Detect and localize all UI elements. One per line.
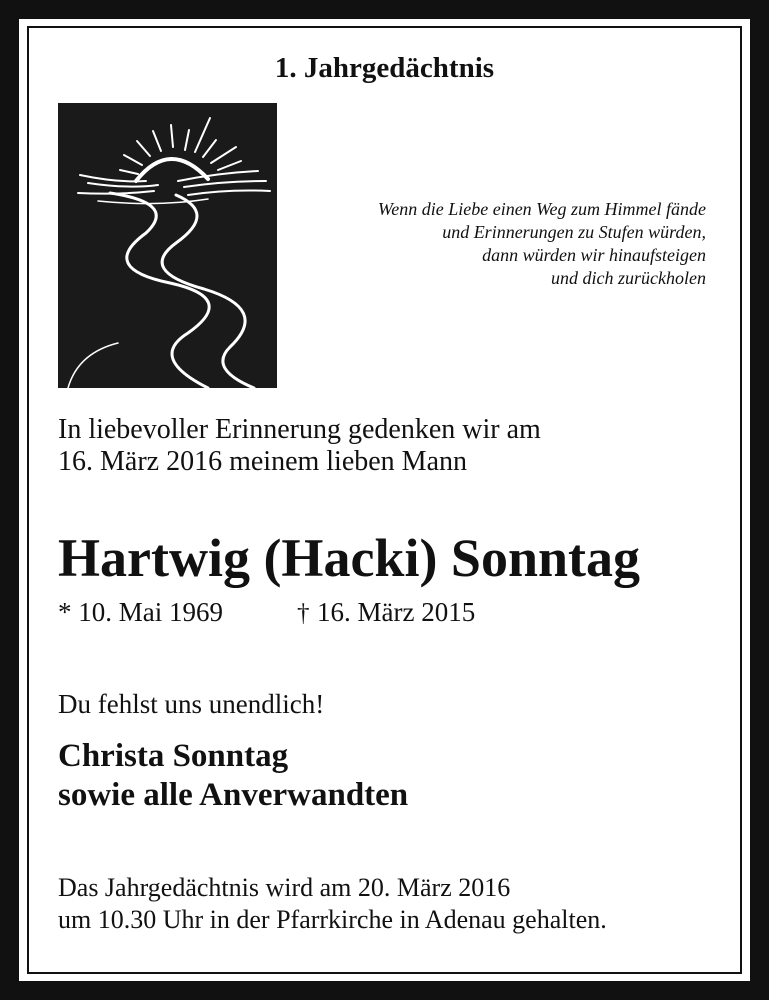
intro-line: In liebevoller Erinnerung gedenken wir am xyxy=(58,414,541,445)
notice-line: Das Jahrgedächtnis wird am 20. März 2016 xyxy=(58,873,511,902)
notice-line: um 10.30 Uhr in der Pfarrkirche in Adenau gehalten. xyxy=(58,905,607,934)
poem-line: dann würden wir hinaufsteigen xyxy=(482,245,706,265)
service-notice xyxy=(58,872,607,936)
signers xyxy=(58,737,408,815)
death-date: 16. März 2015 xyxy=(317,597,476,627)
page-title: 1. Jahrgedächtnis xyxy=(274,52,495,84)
signer-line: sowie alle Anverwandten xyxy=(58,777,409,813)
birth-date: * 10. Mai 1969 xyxy=(58,597,223,627)
cross-icon: † xyxy=(297,600,310,627)
intro-line: 16. März 2016 meinem lieben Mann xyxy=(58,446,468,477)
deceased-name: Hartwig (Hacki) Sonntag xyxy=(58,528,641,588)
memorial-intro xyxy=(58,414,541,478)
poem-line: und Erinnerungen zu Stufen würden, xyxy=(442,222,706,242)
poem-line: Wenn die Liebe einen Weg zum Himmel fände xyxy=(377,199,706,219)
poem xyxy=(378,198,706,290)
poem-line: und dich zurückholen xyxy=(551,268,706,288)
sunset-path-icon xyxy=(58,103,277,388)
signer-line: Christa Sonntag xyxy=(58,738,289,774)
farewell-message: Du fehlst uns unendlich! xyxy=(58,689,325,719)
